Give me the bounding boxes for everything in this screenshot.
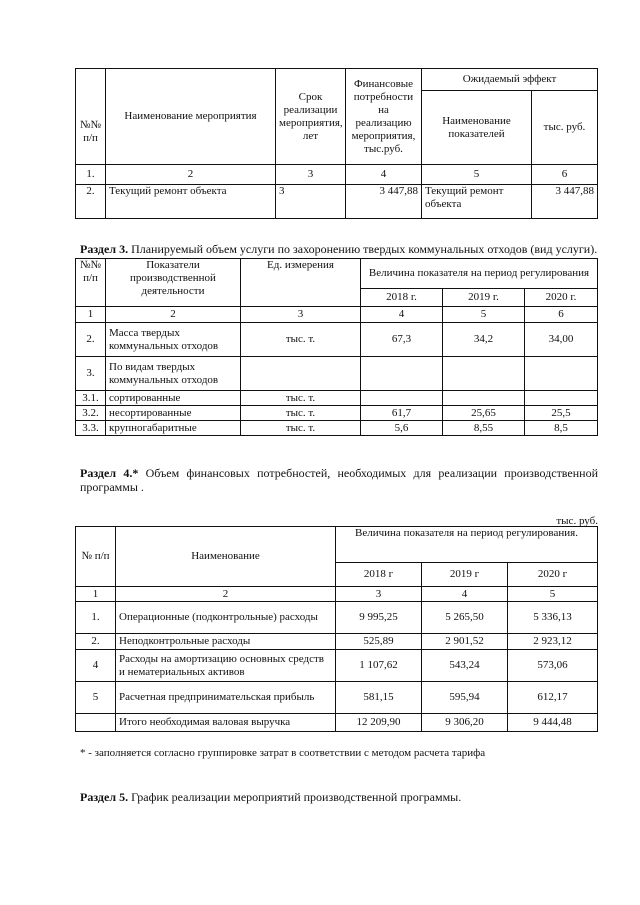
row-value: 2 923,12 [508, 634, 598, 650]
header-year: 2020 г. [525, 289, 598, 307]
table-row [76, 185, 598, 219]
colnum-cell: 3 [241, 307, 361, 323]
row-name: несортированные [106, 406, 241, 421]
activities-table [75, 68, 598, 219]
table-row [76, 650, 598, 682]
row-value: 34,2 [443, 323, 525, 357]
row-value [443, 391, 525, 406]
section-3-caption [80, 242, 600, 256]
row-num: 2. [76, 323, 106, 357]
header-name: Наименование [116, 527, 336, 587]
row-value: 34,00 [525, 323, 598, 357]
row-value: 61,7 [361, 406, 443, 421]
header-rub: тыс. руб. [532, 91, 598, 165]
financial-needs-table [75, 526, 598, 732]
row-name: Масса твердых коммунальных отходов [106, 323, 241, 357]
row-num: 5 [76, 682, 116, 714]
row-unit: тыс. т. [241, 323, 361, 357]
row-value: 595,94 [422, 682, 508, 714]
header-num: №№ п/п [76, 69, 106, 165]
row-value [443, 357, 525, 391]
row-value: 8,55 [443, 421, 525, 436]
service-volume-table [75, 258, 598, 436]
row-value [361, 357, 443, 391]
header-name: Наименование мероприятия [106, 69, 276, 165]
row-value: 543,24 [422, 650, 508, 682]
row-name: Неподконтрольные расходы [116, 634, 336, 650]
row-value: 9 444,48 [508, 714, 598, 732]
row-value: 67,3 [361, 323, 443, 357]
row-value: 9 995,25 [336, 602, 422, 634]
colnum-cell: 6 [525, 307, 598, 323]
row-num: 3.3. [76, 421, 106, 436]
header-indicators: Показатели производственной деятельности [106, 259, 241, 307]
row-num: 2. [76, 634, 116, 650]
row-num: 3.1. [76, 391, 106, 406]
header-year: 2018 г [336, 563, 422, 587]
row-value: 5,6 [361, 421, 443, 436]
row-num [76, 714, 116, 732]
colnum-cell: 1. [76, 165, 106, 185]
row-value: 5 336,13 [508, 602, 598, 634]
colnum-cell: 1 [76, 307, 106, 323]
row-name: Итого необходимая валовая выручка [116, 714, 336, 732]
header-year: 2019 г [422, 563, 508, 587]
row-name: По видам твердых коммунальных отходов [106, 357, 241, 391]
row-unit [241, 357, 361, 391]
row-unit: тыс. т. [241, 391, 361, 406]
colnum-cell: 4 [422, 587, 508, 602]
header-unit: Ед. измерения [241, 259, 361, 307]
row-finance: 3 447,88 [346, 185, 422, 219]
header-value: Величина показателя на период регулирования [361, 259, 598, 289]
section-3-title: Планируемый объем услуги по захоронению твердых коммунальных отходов (вид услуги). [131, 242, 598, 256]
row-num: 2. [76, 185, 106, 219]
row-value: 2 901,52 [422, 634, 508, 650]
colnum-cell: 2 [106, 165, 276, 185]
row-value: 8,5 [525, 421, 598, 436]
colnum-cell: 5 [508, 587, 598, 602]
section-4-title: Объем финансовых потребностей, необходимых для реализации производственной программы . [80, 466, 598, 494]
colnum-cell: 1 [76, 587, 116, 602]
row-value: 5 265,50 [422, 602, 508, 634]
table-row [76, 391, 598, 406]
row-name: Текущий ремонт объекта [106, 185, 276, 219]
row-value: 25,65 [443, 406, 525, 421]
row-name: сортированные [106, 391, 241, 406]
row-unit: тыс. т. [241, 406, 361, 421]
row-name: Операционные (подконтрольные) расходы [116, 602, 336, 634]
colnum-cell: 5 [422, 165, 532, 185]
row-value [525, 391, 598, 406]
row-value: 1 107,62 [336, 650, 422, 682]
section-5-label: Раздел 5. [80, 790, 129, 804]
header-year: 2020 г [508, 563, 598, 587]
row-value: 525,89 [336, 634, 422, 650]
row-num: 1. [76, 602, 116, 634]
colnum-cell: 3 [276, 165, 346, 185]
row-value [525, 357, 598, 391]
header-finance: Финансовые потребности на реализацию мероприятия, тыс.руб. [346, 69, 422, 165]
row-value: 9 306,20 [422, 714, 508, 732]
colnum-cell: 5 [443, 307, 525, 323]
table-row-total [76, 714, 598, 732]
unit-label: тыс. руб. [556, 515, 598, 527]
row-rub: 3 447,88 [532, 185, 598, 219]
row-unit: тыс. т. [241, 421, 361, 436]
header-effect: Ожидаемый эффект [422, 69, 598, 91]
section-5-caption [80, 790, 600, 804]
table-row [76, 323, 598, 357]
header-indicator: Наименование показателей [422, 91, 532, 165]
table-row [76, 357, 598, 391]
row-value [361, 391, 443, 406]
section-3-label: Раздел 3. [80, 242, 129, 256]
header-term: Срок реализации мероприятия, лет [276, 69, 346, 165]
row-value: 612,17 [508, 682, 598, 714]
colnum-cell: 2 [106, 307, 241, 323]
colnum-cell: 4 [346, 165, 422, 185]
row-term: 3 [276, 185, 346, 219]
row-num: 3.2. [76, 406, 106, 421]
section-4-caption [80, 466, 598, 494]
column-numbers-row [76, 165, 598, 185]
footnote: * - заполняется согласно группировке затрат в соответствии с методом расчета тарифа [80, 747, 486, 759]
colnum-cell: 2 [116, 587, 336, 602]
header-value: Величина показателя на период регулирования. [336, 527, 598, 563]
section-5-title: График реализации мероприятий производственной программы. [131, 790, 462, 804]
colnum-cell: 4 [361, 307, 443, 323]
row-value: 12 209,90 [336, 714, 422, 732]
table-row [76, 682, 598, 714]
row-name: крупногабаритные [106, 421, 241, 436]
colnum-cell: 6 [532, 165, 598, 185]
column-numbers-row [76, 307, 598, 323]
row-num: 3. [76, 357, 106, 391]
table-row [76, 634, 598, 650]
header-year: 2019 г. [443, 289, 525, 307]
header-num: №№ п/п [76, 259, 106, 307]
section-4-label: Раздел 4.* [80, 466, 139, 480]
row-name: Расчетная предпринимательская прибыль [116, 682, 336, 714]
row-value: 581,15 [336, 682, 422, 714]
table-row [76, 602, 598, 634]
table-row [76, 406, 598, 421]
row-value: 25,5 [525, 406, 598, 421]
row-value: 573,06 [508, 650, 598, 682]
colnum-cell: 3 [336, 587, 422, 602]
column-numbers-row [76, 587, 598, 602]
row-name: Расходы на амортизацию основных средств и нематериальных активов [116, 650, 336, 682]
header-num: № п/п [76, 527, 116, 587]
table-row [76, 421, 598, 436]
row-indicator: Текущий ремонт объекта [422, 185, 532, 219]
row-num: 4 [76, 650, 116, 682]
header-year: 2018 г. [361, 289, 443, 307]
